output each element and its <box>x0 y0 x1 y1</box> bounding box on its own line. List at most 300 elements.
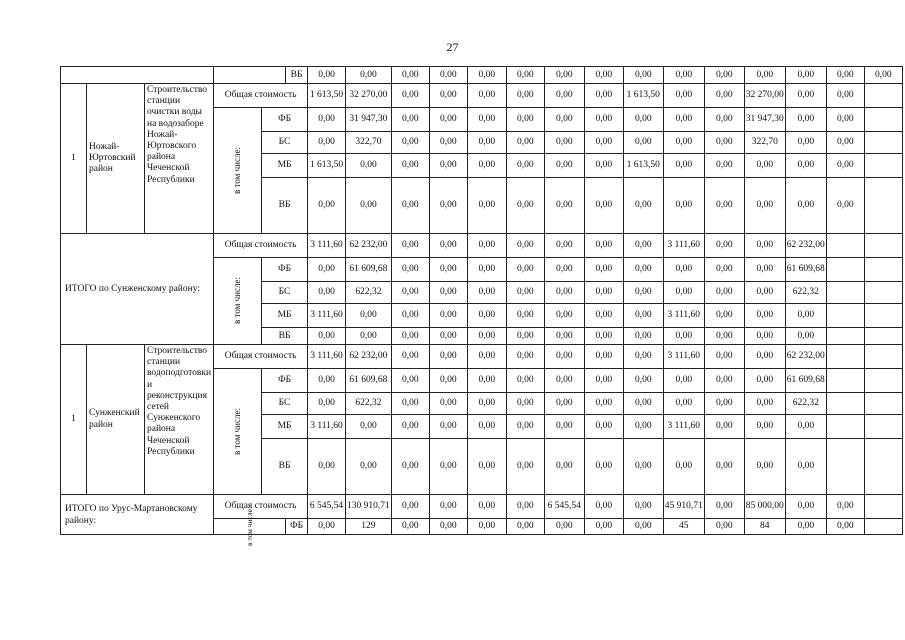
value-cell: 0,00 <box>391 132 429 154</box>
value-cell: 0,00 <box>467 282 506 304</box>
top-row <box>61 67 903 84</box>
value-cell: 0,00 <box>584 154 623 178</box>
value-cell: 0,00 <box>744 393 785 415</box>
value-cell: 0,00 <box>467 415 506 439</box>
vertical-label: в том числе: <box>232 277 243 324</box>
value-cell: 0,00 <box>744 282 785 304</box>
value-cell: 0,00 <box>429 258 467 282</box>
value-cell: 0,00 <box>429 304 467 328</box>
value-cell: 0,00 <box>391 178 429 234</box>
total-cost-label: Общая стоимость <box>214 345 308 369</box>
value-cell: 6 545,54 <box>544 495 584 519</box>
value-cell: 0,00 <box>544 328 584 345</box>
fund-label: БС <box>262 132 308 154</box>
value-cell: 0,00 <box>623 495 663 519</box>
empty-cell <box>826 345 864 369</box>
empty-cell <box>826 234 864 258</box>
value-cell: 0,00 <box>506 304 544 328</box>
value-cell: 31 947,30 <box>346 108 392 132</box>
value-cell: 0,00 <box>544 393 584 415</box>
value-cell: 0,00 <box>506 345 544 369</box>
value-cell: 0,00 <box>506 84 544 108</box>
value-cell: 62 232,00 <box>785 345 826 369</box>
empty-cell <box>864 154 902 178</box>
value-cell: 0,00 <box>663 108 704 132</box>
value-cell: 1 613,50 <box>623 154 663 178</box>
value-cell: 0,00 <box>391 345 429 369</box>
empty-cell <box>864 495 902 519</box>
value-cell: 0,00 <box>744 67 785 84</box>
fund-label: ВБ <box>262 328 308 345</box>
fund-label: ФБ <box>262 258 308 282</box>
value-cell: 0,00 <box>544 67 584 84</box>
value-cell: 0,00 <box>391 304 429 328</box>
value-cell: 0,00 <box>308 328 346 345</box>
value-cell: 0,00 <box>584 178 623 234</box>
value-cell: 0,00 <box>663 282 704 304</box>
value-cell: 0,00 <box>826 84 864 108</box>
value-cell: 622,32 <box>346 282 392 304</box>
value-cell: 0,00 <box>467 439 506 495</box>
value-cell: 0,00 <box>391 495 429 519</box>
fund-label: МБ <box>262 415 308 439</box>
total-cost-label: Общая стоимость <box>214 234 308 258</box>
empty-cell <box>826 328 864 345</box>
value-cell: 0,00 <box>623 328 663 345</box>
value-cell: 84 <box>744 519 785 535</box>
value-cell: 0,00 <box>506 108 544 132</box>
value-cell: 0,00 <box>785 495 826 519</box>
value-cell: 0,00 <box>584 369 623 393</box>
value-cell: 622,32 <box>346 393 392 415</box>
value-cell: 0,00 <box>584 132 623 154</box>
value-cell: 0,00 <box>623 439 663 495</box>
value-cell: 0,00 <box>429 67 467 84</box>
value-cell: 0,00 <box>584 393 623 415</box>
value-cell: 0,00 <box>584 304 623 328</box>
value-cell: 0,00 <box>704 108 744 132</box>
value-cell: 0,00 <box>346 154 392 178</box>
value-cell: 0,00 <box>704 495 744 519</box>
value-cell: 0,00 <box>744 304 785 328</box>
value-cell: 0,00 <box>826 519 864 535</box>
value-cell: 0,00 <box>429 282 467 304</box>
value-cell: 0,00 <box>429 234 467 258</box>
value-cell: 0,00 <box>467 178 506 234</box>
value-cell: 0,00 <box>623 67 663 84</box>
value-cell: 129 <box>346 519 392 535</box>
empty-cell <box>864 519 902 535</box>
empty-cell <box>864 108 902 132</box>
value-cell: 0,00 <box>467 369 506 393</box>
value-cell: 0,00 <box>467 108 506 132</box>
fund-label: МБ <box>262 304 308 328</box>
value-cell: 0,00 <box>391 328 429 345</box>
value-cell: 0,00 <box>663 154 704 178</box>
value-cell: 0,00 <box>584 108 623 132</box>
value-cell: 0,00 <box>785 67 826 84</box>
total-title: ИТОГО по Урус-Мартановскому району: <box>61 495 214 535</box>
value-cell: 0,00 <box>308 258 346 282</box>
empty-cell <box>864 369 902 393</box>
object-name: Строительство станции водоподготовки и реконструкция сетей Сунженского района Чеченской Республики <box>145 345 214 495</box>
value-cell: 0,00 <box>308 369 346 393</box>
empty-cell <box>864 393 902 415</box>
value-cell: 0,00 <box>391 154 429 178</box>
value-cell: 0,00 <box>346 328 392 345</box>
value-cell: 0,00 <box>467 234 506 258</box>
value-cell: 0,00 <box>506 67 544 84</box>
empty-cell <box>864 282 902 304</box>
value-cell: 0,00 <box>506 234 544 258</box>
value-cell: 0,00 <box>467 328 506 345</box>
value-cell: 0,00 <box>544 258 584 282</box>
value-cell: 0,00 <box>429 108 467 132</box>
empty-cell <box>826 393 864 415</box>
value-cell: 0,00 <box>467 345 506 369</box>
total-cost-label: Общая стоимость <box>214 495 308 519</box>
value-cell: 0,00 <box>744 415 785 439</box>
value-cell: 0,00 <box>704 178 744 234</box>
value-cell: 0,00 <box>826 178 864 234</box>
value-cell: 0,00 <box>785 439 826 495</box>
including-label <box>214 369 262 495</box>
value-cell: 0,00 <box>346 415 392 439</box>
fund-label: БС <box>262 393 308 415</box>
value-cell: 0,00 <box>785 108 826 132</box>
including-label <box>214 506 286 546</box>
value-cell: 0,00 <box>663 67 704 84</box>
page-number: 27 <box>446 40 459 54</box>
value-cell: 0,00 <box>785 132 826 154</box>
value-cell: 0,00 <box>704 304 744 328</box>
value-cell: 0,00 <box>506 415 544 439</box>
fund-label: ФБ <box>286 519 308 535</box>
including-label <box>214 108 262 234</box>
value-cell: 0,00 <box>744 258 785 282</box>
value-cell: 6 545,54 <box>308 495 346 519</box>
value-cell: 0,00 <box>346 67 392 84</box>
value-cell: 3 111,60 <box>308 234 346 258</box>
value-cell: 0,00 <box>704 439 744 495</box>
value-cell: 0,00 <box>544 84 584 108</box>
value-cell: 0,00 <box>584 495 623 519</box>
blank-cell <box>61 67 214 84</box>
empty-cell <box>864 132 902 154</box>
empty-cell <box>826 415 864 439</box>
value-cell: 0,00 <box>391 67 429 84</box>
value-cell: 0,00 <box>544 178 584 234</box>
value-cell: 0,00 <box>785 519 826 535</box>
value-cell: 0,00 <box>429 84 467 108</box>
value-cell: 0,00 <box>663 439 704 495</box>
value-cell: 0,00 <box>623 234 663 258</box>
value-cell: 0,00 <box>308 132 346 154</box>
value-cell: 0,00 <box>429 519 467 535</box>
value-cell: 0,00 <box>584 415 623 439</box>
value-cell: 322,70 <box>744 132 785 154</box>
empty-cell <box>864 84 902 108</box>
value-cell: 0,00 <box>429 328 467 345</box>
empty-cell <box>826 369 864 393</box>
including-label <box>214 258 262 345</box>
empty-cell <box>864 234 902 258</box>
value-cell: 0,00 <box>663 132 704 154</box>
value-cell: 0,00 <box>391 439 429 495</box>
value-cell: 0,00 <box>506 328 544 345</box>
value-cell: 0,00 <box>623 415 663 439</box>
value-cell: 1 613,50 <box>623 84 663 108</box>
value-cell: 0,00 <box>584 234 623 258</box>
value-cell: 0,00 <box>785 328 826 345</box>
value-cell: 62 232,00 <box>785 234 826 258</box>
value-cell: 0,00 <box>826 108 864 132</box>
value-cell: 0,00 <box>704 84 744 108</box>
value-cell: 0,00 <box>391 282 429 304</box>
total-title: ИТОГО по Сунженскому району: <box>61 234 214 345</box>
value-cell: 0,00 <box>663 369 704 393</box>
value-cell: 0,00 <box>544 345 584 369</box>
value-cell: 32 270,00 <box>346 84 392 108</box>
value-cell: 622,32 <box>785 393 826 415</box>
value-cell: 0,00 <box>663 258 704 282</box>
fund-label: ВБ <box>262 178 308 234</box>
data-row <box>61 345 903 369</box>
value-cell: 3 111,60 <box>663 304 704 328</box>
budget-table <box>60 66 903 546</box>
value-cell: 0,00 <box>467 132 506 154</box>
value-cell: 0,00 <box>467 304 506 328</box>
fund-label: ФБ <box>262 369 308 393</box>
value-cell: 0,00 <box>544 108 584 132</box>
value-cell: 0,00 <box>623 178 663 234</box>
value-cell: 0,00 <box>308 178 346 234</box>
fund-label: БС <box>262 282 308 304</box>
empty-cell <box>864 328 902 345</box>
value-cell: 0,00 <box>429 393 467 415</box>
value-cell: 0,00 <box>544 282 584 304</box>
value-cell: 0,00 <box>826 154 864 178</box>
empty-cell <box>826 439 864 495</box>
value-cell: 0,00 <box>785 304 826 328</box>
value-cell: 0,00 <box>346 178 392 234</box>
value-cell: 0,00 <box>544 234 584 258</box>
value-cell: 0,00 <box>506 282 544 304</box>
value-cell: 62 232,00 <box>346 345 392 369</box>
value-cell: 0,00 <box>544 415 584 439</box>
value-cell: 0,00 <box>346 439 392 495</box>
value-cell: 0,00 <box>584 328 623 345</box>
value-cell: 0,00 <box>663 393 704 415</box>
value-cell: 0,00 <box>429 495 467 519</box>
empty-cell <box>826 304 864 328</box>
value-cell: 0,00 <box>391 234 429 258</box>
value-cell: 0,00 <box>663 178 704 234</box>
value-cell: 3 111,60 <box>663 234 704 258</box>
value-cell: 0,00 <box>544 132 584 154</box>
value-cell: 0,00 <box>744 154 785 178</box>
value-cell: 3 111,60 <box>308 304 346 328</box>
value-cell: 1 613,50 <box>308 84 346 108</box>
value-cell: 61 609,68 <box>346 258 392 282</box>
vertical-label: в том числе: <box>245 506 255 546</box>
value-cell: 0,00 <box>704 519 744 535</box>
value-cell: 0,00 <box>391 84 429 108</box>
empty-cell <box>864 345 902 369</box>
empty-cell <box>864 415 902 439</box>
value-cell: 130 910,71 <box>346 495 392 519</box>
value-cell: 0,00 <box>704 282 744 304</box>
value-cell: 0,00 <box>623 282 663 304</box>
value-cell: 0,00 <box>506 154 544 178</box>
value-cell: 1 613,50 <box>308 154 346 178</box>
empty-cell <box>826 282 864 304</box>
value-cell: 0,00 <box>467 154 506 178</box>
value-cell: 0,00 <box>467 393 506 415</box>
value-cell: 0,00 <box>429 415 467 439</box>
empty-cell <box>826 258 864 282</box>
value-cell: 0,00 <box>704 415 744 439</box>
value-cell: 0,00 <box>623 369 663 393</box>
value-cell: 0,00 <box>506 393 544 415</box>
value-cell: 0,00 <box>391 415 429 439</box>
data-row <box>61 84 903 108</box>
value-cell: 0,00 <box>308 393 346 415</box>
value-cell: 0,00 <box>785 154 826 178</box>
value-cell: 0,00 <box>704 67 744 84</box>
value-cell: 45 910,71 <box>663 495 704 519</box>
value-cell: 3 111,60 <box>663 415 704 439</box>
value-cell: 0,00 <box>584 67 623 84</box>
empty-cell <box>864 304 902 328</box>
value-cell: 0,00 <box>429 369 467 393</box>
value-cell: 0,00 <box>391 393 429 415</box>
value-cell: 0,00 <box>429 439 467 495</box>
value-cell: 0,00 <box>429 132 467 154</box>
value-cell: 0,00 <box>506 439 544 495</box>
final-total-row <box>61 495 903 519</box>
value-cell: 0,00 <box>506 369 544 393</box>
value-cell: 0,00 <box>704 132 744 154</box>
value-cell: 0,00 <box>584 345 623 369</box>
value-cell: 62 232,00 <box>346 234 392 258</box>
value-cell: 0,00 <box>744 234 785 258</box>
value-cell: 0,00 <box>391 519 429 535</box>
value-cell: 0,00 <box>506 132 544 154</box>
value-cell: 0,00 <box>308 67 346 84</box>
value-cell: 0,00 <box>467 84 506 108</box>
value-cell: 0,00 <box>391 108 429 132</box>
value-cell: 0,00 <box>544 439 584 495</box>
district-name: Ножай-Юртовский район <box>87 84 145 234</box>
value-cell: 0,00 <box>826 67 864 84</box>
value-cell: 0,00 <box>704 345 744 369</box>
value-cell: 0,00 <box>704 369 744 393</box>
value-cell: 622,32 <box>785 282 826 304</box>
value-cell: 0,00 <box>506 178 544 234</box>
value-cell: 0,00 <box>623 393 663 415</box>
value-cell: 0,00 <box>704 258 744 282</box>
value-cell: 61 609,68 <box>346 369 392 393</box>
value-cell: 0,00 <box>584 84 623 108</box>
value-cell: 0,00 <box>785 415 826 439</box>
value-cell: 0,00 <box>704 154 744 178</box>
row-type-label: ВБ <box>286 67 308 84</box>
value-cell: 0,00 <box>826 495 864 519</box>
value-cell: 0,00 <box>744 439 785 495</box>
value-cell: 0,00 <box>623 345 663 369</box>
value-cell: 0,00 <box>467 519 506 535</box>
value-cell: 0,00 <box>623 258 663 282</box>
value-cell: 0,00 <box>467 67 506 84</box>
value-cell: 0,00 <box>467 495 506 519</box>
value-cell: 61 609,68 <box>785 369 826 393</box>
district-name: Сунженский район <box>87 345 145 495</box>
value-cell: 0,00 <box>744 178 785 234</box>
value-cell: 61 609,68 <box>785 258 826 282</box>
value-cell: 0,00 <box>506 258 544 282</box>
value-cell: 0,00 <box>826 132 864 154</box>
fund-label: ФБ <box>262 108 308 132</box>
value-cell: 0,00 <box>785 84 826 108</box>
value-cell: 31 947,30 <box>744 108 785 132</box>
value-cell: 0,00 <box>704 234 744 258</box>
blank-cell <box>214 67 286 84</box>
value-cell: 3 111,60 <box>308 415 346 439</box>
value-cell: 0,00 <box>663 84 704 108</box>
value-cell: 0,00 <box>544 304 584 328</box>
value-cell: 0,00 <box>704 328 744 345</box>
value-cell: 0,00 <box>308 439 346 495</box>
value-cell: 0,00 <box>506 495 544 519</box>
value-cell: 0,00 <box>623 108 663 132</box>
value-cell: 0,00 <box>623 132 663 154</box>
value-cell: 0,00 <box>391 369 429 393</box>
value-cell: 0,00 <box>346 304 392 328</box>
value-cell: 0,00 <box>544 369 584 393</box>
empty-cell <box>864 178 902 234</box>
value-cell: 0,00 <box>429 154 467 178</box>
value-cell: 85 000,00 <box>744 495 785 519</box>
value-cell: 0,00 <box>429 345 467 369</box>
value-cell: 0,00 <box>785 178 826 234</box>
value-cell: 0,00 <box>544 519 584 535</box>
value-cell: 0,00 <box>391 258 429 282</box>
value-cell: 0,00 <box>308 519 346 535</box>
vertical-label: в том числе: <box>232 407 243 455</box>
value-cell: 0,00 <box>308 282 346 304</box>
data-row <box>61 234 903 258</box>
value-cell: 0,00 <box>623 519 663 535</box>
empty-cell <box>864 258 902 282</box>
value-cell: 0,00 <box>308 108 346 132</box>
value-cell: 0,00 <box>623 304 663 328</box>
object-name: Строительство станции очистки воды на водозаборе Ножай-Юртовского района Чеченской Республики <box>145 84 214 234</box>
value-cell: 0,00 <box>584 519 623 535</box>
value-cell: 0,00 <box>544 154 584 178</box>
row-index: 1 <box>61 84 87 234</box>
value-cell: 0,00 <box>744 328 785 345</box>
value-cell: 0,00 <box>467 258 506 282</box>
value-cell: 3 111,60 <box>663 345 704 369</box>
row-index: 1 <box>61 345 87 495</box>
value-cell: 3 111,60 <box>308 345 346 369</box>
value-cell: 0,00 <box>506 519 544 535</box>
value-cell: 0,00 <box>429 178 467 234</box>
value-cell: 0,00 <box>744 345 785 369</box>
fund-label: ВБ <box>262 439 308 495</box>
value-cell: 0,00 <box>584 282 623 304</box>
